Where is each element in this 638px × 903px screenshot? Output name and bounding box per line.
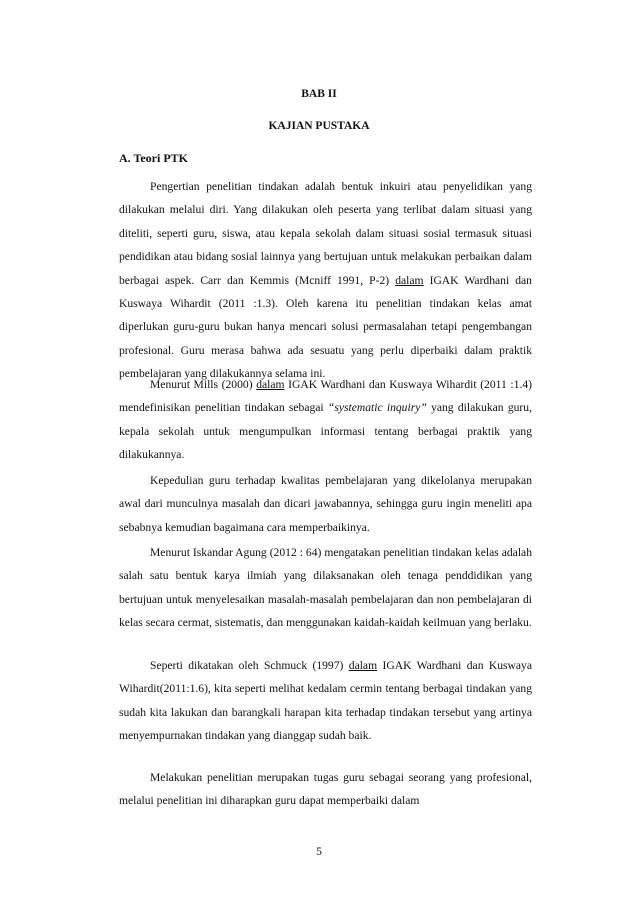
paragraph-3 (119, 469, 532, 539)
section-title: A. Teori PTK (119, 151, 189, 165)
paragraph-1-ref-word: dalam (395, 273, 424, 287)
paragraph-4-text: Menurut Iskandar Agung (2012 : 64) mengatakan penelitian tindakan kelas adalah salah satu bentuk karya ilmiah yang dilaksanakan oleh tenaga penddidikan yang bertujuan untuk menyelesaikan masalah-masalah pembelajaran dan non pembelajaran di kelas secara cermat, sistematis, dan menggunakan kaidah-kaidah keilmuan yang berlaku. (119, 546, 532, 630)
paragraph-3-text: Kepedulian guru terhadap kwalitas pembelajaran yang dikelolanya merupakan awal dari munculnya masalah dan dicari jawabannya, sehingga guru ingin meneliti apa sebabnya kemudian bagaimana cara memperbaikinya. (119, 474, 532, 534)
chapter-number: BAB II (301, 88, 337, 100)
paragraph-2-text-after: IGAK Wardhani dan Kuswaya Wihardit (2011 :1.4) mendefinisikan penelitian tindakan sebagai (119, 378, 532, 415)
paragraph-5 (119, 654, 532, 748)
paragraph-5-ref-word: dalam (348, 659, 378, 672)
paragraph-1-text: Pengertian penelitian tindakan adalah bentuk inkuiri atau penyelidikan yang dilakukan melalui diri. Yang dilakukan oleh peserta yang terlibat dalam situasi yang diteliti, seperti guru, siswa, atau kepala sekolah dalam situasi sosial termasuk situasi pendidikan atau bidang sosial lainnya yang bertujuan untuk melakukan perbaikan dalam berbagai aspek. Carr dan Kemmis (Mcniff 1991, P-2) (119, 180, 532, 287)
paragraph-2 (119, 373, 532, 467)
paragraph-4 (119, 541, 532, 635)
paragraph-2-quote: “systematic inquiry” (327, 401, 427, 415)
paragraph-6 (119, 766, 532, 813)
paragraph-5-text-after: IGAK Wardhani dan Kuswaya Wihardit(2011:1.6), kita seperti melihat kedalam cermin tentang berbagai tindakan yang sudah kita lakukan dan barangkali harapan kita terhadap tindakan tersebut yang artinya menyempurnakan tindakan yang dianggap sudah baik. (119, 659, 532, 743)
chapter-title: KAJIAN PUSTAKA (268, 120, 370, 132)
paragraph-2-text-end: yang dilakukan guru, kepala sekolah untuk mengumpulkan informasi tentang berbagai praktik yang dilakukannya. (119, 401, 532, 462)
paragraph-2-text: Menurut Mills (2000) (150, 378, 253, 391)
paragraph-6-text: Melakukan penelitian merupakan tugas guru sebagai seorang yang profesional, melalui penelitian ini diharapkan guru dapat memperbaiki dalam (119, 771, 532, 808)
page-number: 5 (316, 846, 322, 858)
paragraph-2-ref-word: dalam (256, 378, 285, 391)
paragraph-5-text: Seperti dikatakan oleh Schmuck (1997) (150, 659, 344, 672)
paragraph-1-text-after: IGAK Wardhani dan Kuswaya Wihardit (2011 :1.3). Oleh karena itu penelitian tindakan kelas amat diperlukan guru-guru bukan hanya mencari solusi permasalahan tetapi pengembangan profesional. Guru merasa bahwa ada sesuatu yang perlu diperbaiki dalam praktik pembelajaran yang dilakukannya selama ini. (119, 273, 532, 381)
paragraph-1 (119, 175, 532, 386)
